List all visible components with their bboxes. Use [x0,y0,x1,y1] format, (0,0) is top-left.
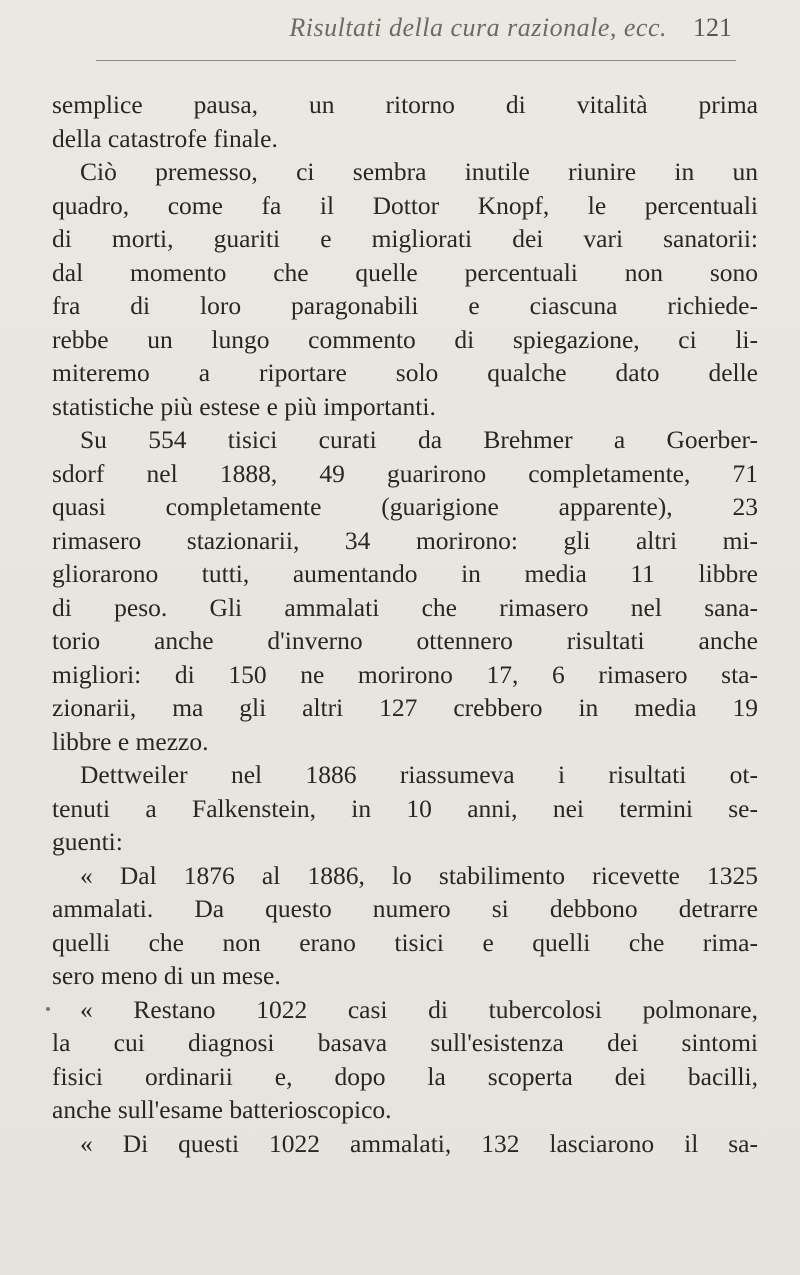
text-line-15: gliorarono tutti, aumentando in media 11 libbre [52,559,758,588]
text-line-1: semplice pausa, un ritorno di vitalità prima [52,90,758,119]
text-line-19: zionarii, ma gli altri 127 crebbero in media 19 [52,693,758,722]
text-line-26: quelli che non erano tisici e quelli che rima- [52,927,758,957]
text-line-14: rimasero stazionarii, 34 morirono: gli altri mi- [52,525,758,555]
text-line-7: fra di loro paragonabili e ciascuna richiede- [52,291,758,320]
text-line-2: della catastrofe finale. [52,123,278,153]
page-number: 121 [693,13,732,42]
text-line-12: sdorf nel 1888, 49 guarirono completamente, 71 [52,458,758,488]
text-line-29: la cui diagnosi basava sull'esistenza dei sintomi [52,1028,758,1057]
text-line-24: « Dal 1876 al 1886, lo stabilimento ricevette 1325 [80,860,758,890]
text-line-13: quasi completamente (guarigione apparente), 23 [52,492,758,521]
text-line-9: miteremo a riportare solo qualche dato delle [52,358,758,387]
text-line-16: di peso. Gli ammalati che rimasero nel sana- [52,592,758,622]
text-line-31: anche sull'esame batterioscopico. [52,1095,392,1124]
text-line-30: fisici ordinarii e, dopo la scoperta dei bacilli, [52,1061,758,1091]
text-line-5: di morti, guariti e migliorati dei vari sanatorii: [52,224,758,253]
text-line-28 [52,993,758,1027]
text-line-23: guenti: [52,827,123,856]
text-line-21: Dettweiler nel 1886 riassumeva i risultati ot- [80,760,758,789]
text-line-32: « Di questi 1022 ammalati, 132 lasciarono il sa- [80,1128,758,1158]
header-rule [96,60,736,61]
ink-speck [46,1007,50,1011]
text-line-25: ammalati. Da questo numero si debbono detrarre [52,894,758,923]
body-text [52,88,758,1160]
running-title: Risultati della cura razionale, ecc. [289,13,667,42]
text-line-18: migliori: di 150 ne morirono 17, 6 rimasero sta- [52,659,758,689]
text-line-6: dal momento che quelle percentuali non sono [52,257,758,287]
text-line-4: quadro, come fa il Dottor Knopf, le percentuali [52,190,758,220]
text-line-11: Su 554 tisici curati da Brehmer a Goerber- [80,425,758,454]
text-line-27: sero meno di un mese. [52,961,281,990]
running-header [120,8,732,48]
text-line-28-content: « Restano 1022 casi di tubercolosi polmonare, [80,994,758,1024]
text-line-8: rebbe un lungo commento di spiegazione, ci li- [52,324,758,354]
text-line-10: statistiche più estese e più importanti. [52,391,436,421]
text-line-17: torio anche d'inverno ottennero risultati anche [52,626,758,655]
text-line-3: Ciò premesso, ci sembra inutile riunire in un [80,157,758,186]
text-line-20: libbre e mezzo. [52,726,209,756]
text-line-22: tenuti a Falkenstein, in 10 anni, nei termini se- [52,793,758,823]
